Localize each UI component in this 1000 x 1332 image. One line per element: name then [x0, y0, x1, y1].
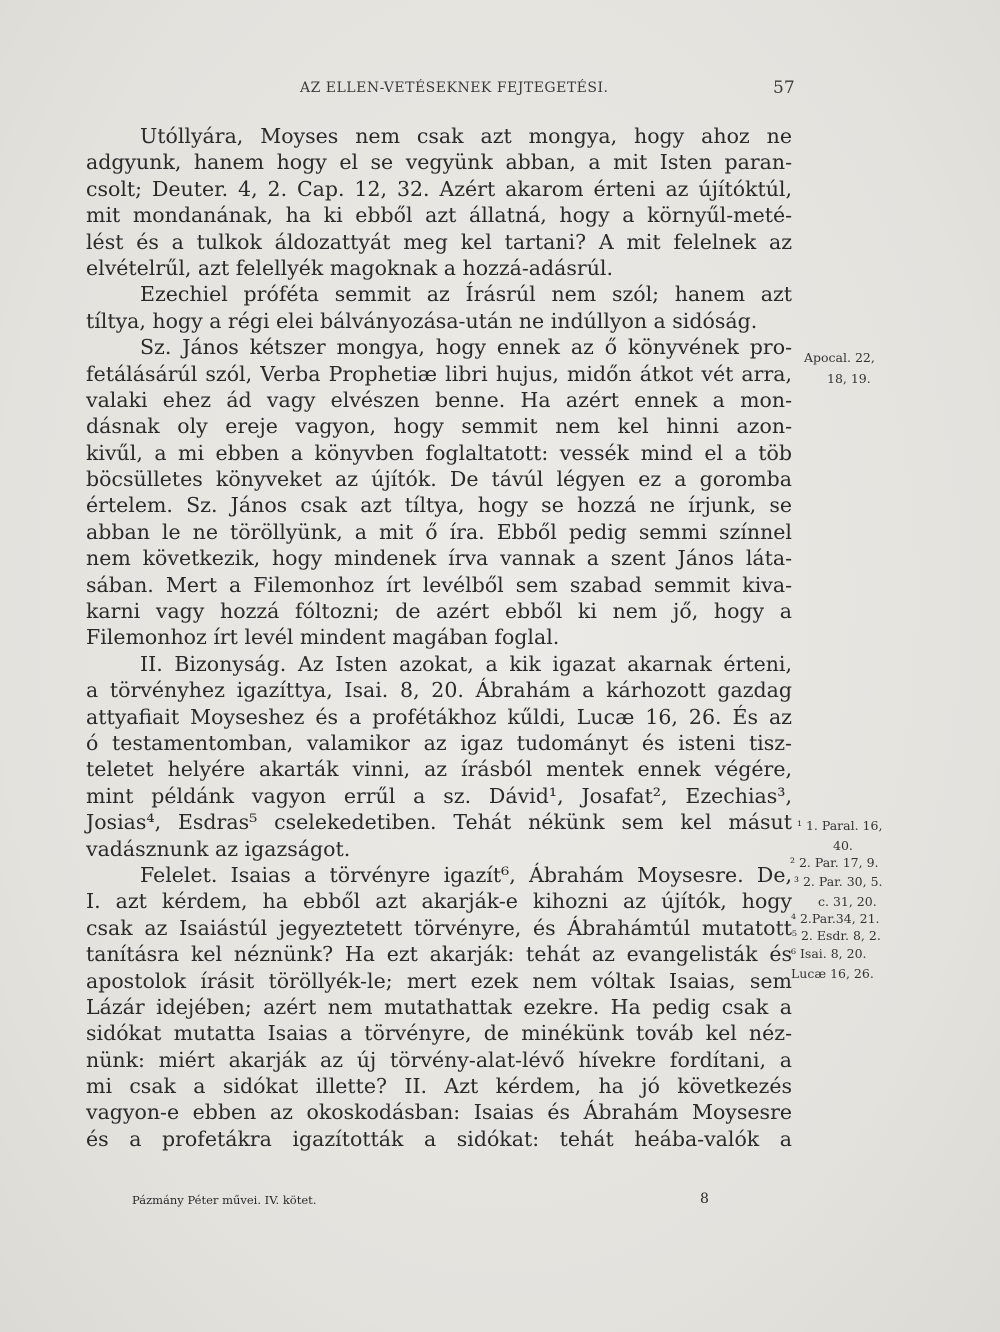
- text-line: Sz. János kétszer mongya, hogy ennek az ő könyvének pro-: [140, 335, 792, 360]
- text-line: kivűl, a mi ebben a könyvben foglaltatott: vessék mind el a töb: [86, 440, 792, 465]
- text-line: mit mondanának, ha ki ebből azt állatná, hogy a környűl-meté-: [86, 203, 792, 228]
- text-line: a törvényhez igazíttya, Isai. 8, 20. Ábrahám a kárhozott gazdag: [86, 678, 792, 703]
- text-line: és a profetákra igazították a sidókat: tehát heába-valók a: [86, 1126, 792, 1151]
- text-line: tanításra kel néznünk? Ha ezt akarják: tehát az evangelisták és: [86, 942, 792, 967]
- text-line: sában. Mert a Filemonhoz írt levélből sem szabad semmit kiva-: [86, 572, 792, 597]
- margin-reference: ⁶ Isai. 8, 20.: [791, 946, 867, 961]
- page-number: 57: [773, 78, 795, 98]
- text-line: I. azt kérdem, ha ebből azt akarják-e kihozni az újítók, hogy: [86, 889, 792, 914]
- footer-book-title: Pázmány Péter művei. IV. kötet.: [132, 1193, 317, 1207]
- text-line: II. Bizonyság. Az Isten azokat, a kik igazat akarnak érteni,: [140, 651, 792, 676]
- text-line: Ezechiel próféta semmit az Írásrúl nem szól; hanem azt: [140, 282, 792, 307]
- margin-reference: ⁵ 2. Esdr. 8, 2.: [792, 928, 881, 943]
- text-line: mi csak a sidókat illette? II. Azt kérdem, ha jó következés: [86, 1074, 792, 1099]
- text-line: fetálásárúl szól, Verba Prophetiæ libri hujus, midőn átkot vét arra,: [86, 361, 792, 386]
- text-line: nünk: miért akarják az új törvény-alat-lévő hívekre fordítani, a: [86, 1047, 792, 1072]
- footer-signature: 8: [700, 1191, 709, 1207]
- text-line: apostolok írásit töröllyék-le; mert ezek nem vóltak Isaias, sem: [86, 968, 792, 993]
- margin-reference: Lucæ 16, 26.: [791, 966, 874, 981]
- text-line: attyafiait Moyseshez és a profétákhoz kűldi, Lucæ 16, 26. És az: [86, 704, 792, 729]
- text-line: adgyunk, hanem hogy el se vegyünk abban, a mit Isten paran-: [86, 150, 792, 175]
- text-line: értelem. Sz. János csak azt tíltya, hogy se hozzá ne írjunk, se: [86, 493, 792, 518]
- text-line: elvételrűl, azt felellyék magoknak a hozzá-adásrúl.: [86, 255, 613, 280]
- margin-reference: ¹ 1. Paral. 16,: [797, 818, 883, 833]
- text-line: Felelet. Isaias a törvényre igazít⁶, Ábrahám Moysesre. De,: [140, 862, 792, 887]
- text-line: nem következik, hogy mindenek írva vannak a szent János láta-: [86, 546, 792, 571]
- text-line: abban le ne töröllyünk, a mit ő íra. Ebből pedig semmi színnel: [86, 519, 792, 544]
- text-line: karni vagy hozzá fóltozni; de azért ebből ki nem jő, hogy a: [86, 599, 792, 624]
- text-line: böcsülletes könyveket az újítók. De távúl légyen ez a goromba: [86, 467, 792, 492]
- text-line: dásnak oly ereje vagyon, hogy semmit nem kel hinni azon-: [86, 414, 792, 439]
- text-line: lést és a tulkok áldozattyát meg kel tartani? A mit felelnek az: [86, 229, 792, 254]
- margin-reference: 18, 19.: [827, 371, 871, 386]
- text-line: csolt; Deuter. 4, 2. Cap. 12, 32. Azért akarom érteni az újítóktúl,: [86, 176, 792, 201]
- margin-reference: 40.: [833, 838, 853, 853]
- running-header: AZ ELLEN-VETÉSEKNEK FEJTEGETÉSI.: [300, 80, 609, 96]
- text-line: tíltya, hogy a régi elei bálványozása-után ne indúllyon a sidóság.: [86, 308, 758, 333]
- margin-reference: Apocal. 22,: [804, 350, 875, 365]
- text-line: ó testamentomban, valamikor az igaz tudományt és isteni tisz-: [86, 730, 792, 755]
- margin-reference: ³ 2. Par. 30, 5.: [794, 874, 883, 889]
- text-line: Utóllyára, Moyses nem csak azt mongya, hogy ahoz ne: [140, 124, 792, 148]
- text-line: mint példánk vagyon errűl a sz. Dávid¹, Josafat², Ezechias³,: [86, 783, 792, 808]
- text-line: Josias⁴, Esdras⁵ cselekedetiben. Tehát nékünk sem kel másut: [86, 810, 792, 835]
- margin-reference: ⁴ 2.Par.34, 21.: [791, 911, 880, 926]
- text-line: vadásznunk az igazságot.: [86, 836, 351, 861]
- text-line: vagyon-e ebben az okoskodásban: Isaias és Ábrahám Moysesre: [86, 1100, 792, 1125]
- text-line: csak az Isaiástúl jegyeztetett törvényre, és Ábrahámtúl mutatott: [86, 915, 792, 940]
- text-line: Lázár idejében; azért nem mutathattak ezekre. Ha pedig csak a: [86, 994, 792, 1019]
- body-text: [86, 123, 792, 1152]
- text-line: Filemonhoz írt levél mindent magában foglal.: [86, 625, 560, 650]
- margin-reference: ² 2. Par. 17, 9.: [790, 855, 879, 870]
- text-line: valaki ehez ád vagy elvészen benne. Ha azért ennek a mon-: [86, 387, 792, 412]
- text-line: teletet helyére akarták vinni, az írásból mentek ennek végére,: [86, 757, 792, 782]
- margin-reference: c. 31, 20.: [818, 894, 877, 909]
- text-line: sidókat mutatta Isaias a törvényre, de minékünk továb kel néz-: [86, 1021, 792, 1046]
